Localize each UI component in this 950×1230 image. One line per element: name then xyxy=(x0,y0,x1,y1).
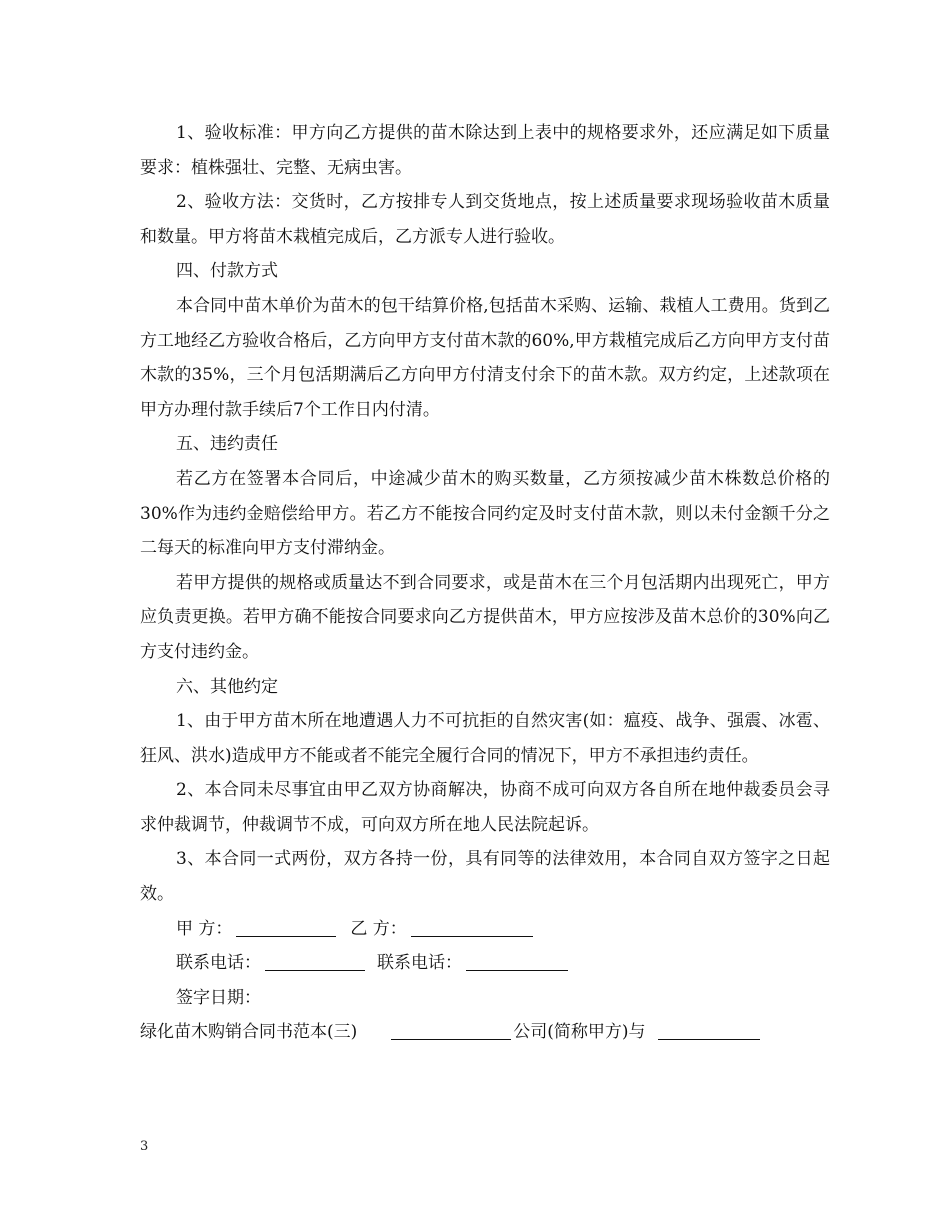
breach-liability-heading: 五、违约责任 xyxy=(176,434,278,455)
date-label: 签字日期： xyxy=(176,987,261,1008)
acceptance-standard-paragraph: 1、验收标准：甲方向乙方提供的苗木除达到上表中的规格要求外，还应满足如下质量要求：植株强壮、完整、无病虫害。 xyxy=(140,123,830,178)
contract-body xyxy=(140,116,830,1050)
buyer-breach-paragraph: 若乙方在签署本合同后，中途减少苗木的购买数量，乙方须按减少苗木株数总价格的30%作为违约金赔偿给甲方。若乙方不能按合同约定及时支付苗木款，则以未付金额千分之二每天的标准向甲方支付滞纳金。 xyxy=(140,468,830,559)
other-terms-heading: 六、其他约定 xyxy=(176,676,278,697)
force-majeure-paragraph: 1、由于甲方苗木所在地遭遇人力不可抗拒的自然灾害(如：瘟疫、战争、强震、冰雹、狂风、洪水)造成甲方不能或者不能完全履行合同的情况下，甲方不承担违约责任。 xyxy=(140,711,830,766)
phone-a-blank xyxy=(265,952,365,971)
party-b-label: 乙 方： xyxy=(350,918,407,939)
party-a-blank xyxy=(236,918,336,937)
payment-method-heading: 四、付款方式 xyxy=(176,261,278,282)
party-a-label: 甲 方： xyxy=(176,918,233,939)
payment-terms-paragraph: 本合同中苗木单价为苗木的包干结算价格,包括苗木采购、运输、栽植人工费用。货到乙方工地经乙方验收合格后，乙方向甲方支付苗木款的60%,甲方栽植完成后乙方向甲方支付苗木款的35%，三个月包活期满后乙方向甲方付清支付余下的苗木款。双方约定，上述款项在甲方办理付款手续后7个工作日内付清。 xyxy=(140,295,830,420)
company-suffix-text: 公司(简称甲方)与 xyxy=(513,1022,646,1043)
date-signature-line xyxy=(140,981,830,1016)
party-b-blank xyxy=(411,918,533,937)
phone-a-label: 联系电话： xyxy=(176,953,261,974)
dispute-resolution-paragraph: 2、本合同未尽事宜由甲乙双方协商解决，协商不成可向双方各自所在地仲裁委员会寻求仲裁调节，仲裁调节不成，可向双方所在地人民法院起诉。 xyxy=(140,780,830,835)
company-name-blank xyxy=(391,1021,511,1040)
phone-b-label: 联系电话： xyxy=(377,953,462,974)
seller-breach-paragraph: 若甲方提供的规格或质量达不到合同要求，或是苗木在三个月包活期内出现死亡，甲方应负责更换。若甲方确不能按合同要求向乙方提供苗木，甲方应按涉及苗木总价的30%向乙方支付违约金。 xyxy=(140,572,830,662)
next-contract-line xyxy=(140,1015,830,1050)
party-signature-line xyxy=(140,912,830,947)
phone-b-blank xyxy=(466,952,568,971)
next-contract-title: 绿化苗木购销合同书范本(三) xyxy=(140,1022,358,1043)
page-number: 3 xyxy=(140,1139,149,1154)
acceptance-method-paragraph: 2、验收方法：交货时，乙方按排专人到交货地点，按上述质量要求现场验收苗木质量和数量。甲方将苗木栽植完成后，乙方派专人进行验收。 xyxy=(140,192,830,247)
phone-signature-line xyxy=(140,946,830,981)
effectiveness-paragraph: 3、本合同一式两份，双方各持一份，具有同等的法律效用，本合同自双方签字之日起效。 xyxy=(140,849,830,905)
party-b-name-blank xyxy=(658,1021,760,1040)
